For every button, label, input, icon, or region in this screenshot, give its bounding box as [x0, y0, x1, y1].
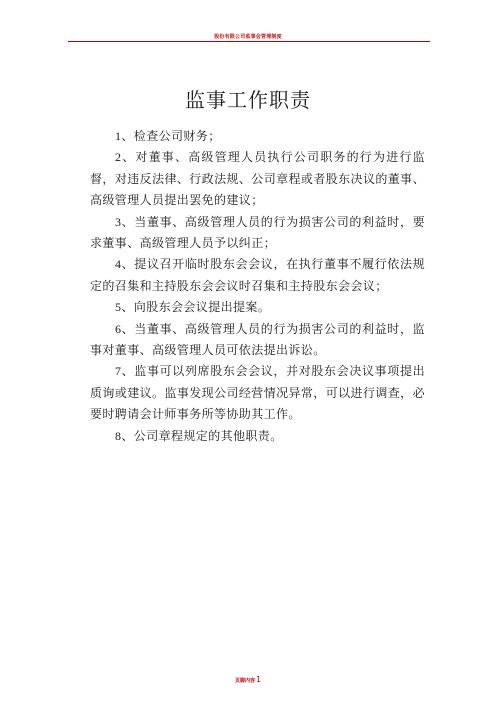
item-text: 、向股东会会议提出提案。 — [121, 300, 271, 315]
page-number: 1 — [255, 675, 262, 684]
item-number: 6 — [115, 321, 122, 336]
footer-label: 页脚内容 — [234, 678, 255, 684]
item-text: 、检查公司财务； — [121, 129, 221, 143]
duty-item-8 — [90, 426, 425, 447]
item-number: 7 — [115, 364, 122, 379]
item-text: 、监事可以列席股东会会议，并对股东会决议事项提出质询或建议。监事发现公司经营情况异常，可以进行调查，必要时聘请会计师事务所等协助其工作。 — [90, 364, 425, 422]
item-number: 2 — [115, 150, 122, 165]
item-text: 、提议召开临时股东会会议，在执行董事不履行依法规定的召集和主持股东会会议时召集和主持股东会会议； — [90, 257, 425, 293]
duty-item-2 — [90, 147, 425, 211]
document-body — [90, 126, 425, 447]
duty-item-7 — [90, 361, 425, 425]
page-header: 股份有限公司监事会管理制度 — [214, 34, 282, 40]
duty-item-1 — [90, 126, 425, 147]
duty-item-5 — [90, 297, 425, 318]
duty-item-6 — [90, 319, 425, 362]
item-number: 5 — [115, 300, 122, 315]
item-text: 、当董事、高级管理人员的行为损害公司的利益时，监事对董事、高级管理人员可依法提出诉讼。 — [90, 321, 425, 358]
document-title: 监事工作职责 — [185, 88, 311, 112]
item-number: 1 — [115, 129, 122, 143]
item-number: 4 — [115, 257, 122, 272]
item-text: 、公司章程规定的其他职责。 — [121, 428, 283, 443]
item-text: 、对董事、高级管理人员执行公司职务的行为进行监督，对违反法律、行政法规、公司章程或者股东决议的董事、高级管理人员提出罢免的建议； — [90, 150, 425, 208]
duty-item-4 — [90, 254, 425, 297]
item-number: 8 — [115, 428, 122, 443]
item-text: 、当董事、高级管理人员的行为损害公司的利益时，要求董事、高级管理人员予以纠正； — [90, 214, 425, 251]
item-number: 3 — [115, 214, 122, 229]
header-rule — [68, 41, 430, 42]
duty-item-3 — [90, 212, 425, 255]
page-footer — [0, 675, 496, 684]
